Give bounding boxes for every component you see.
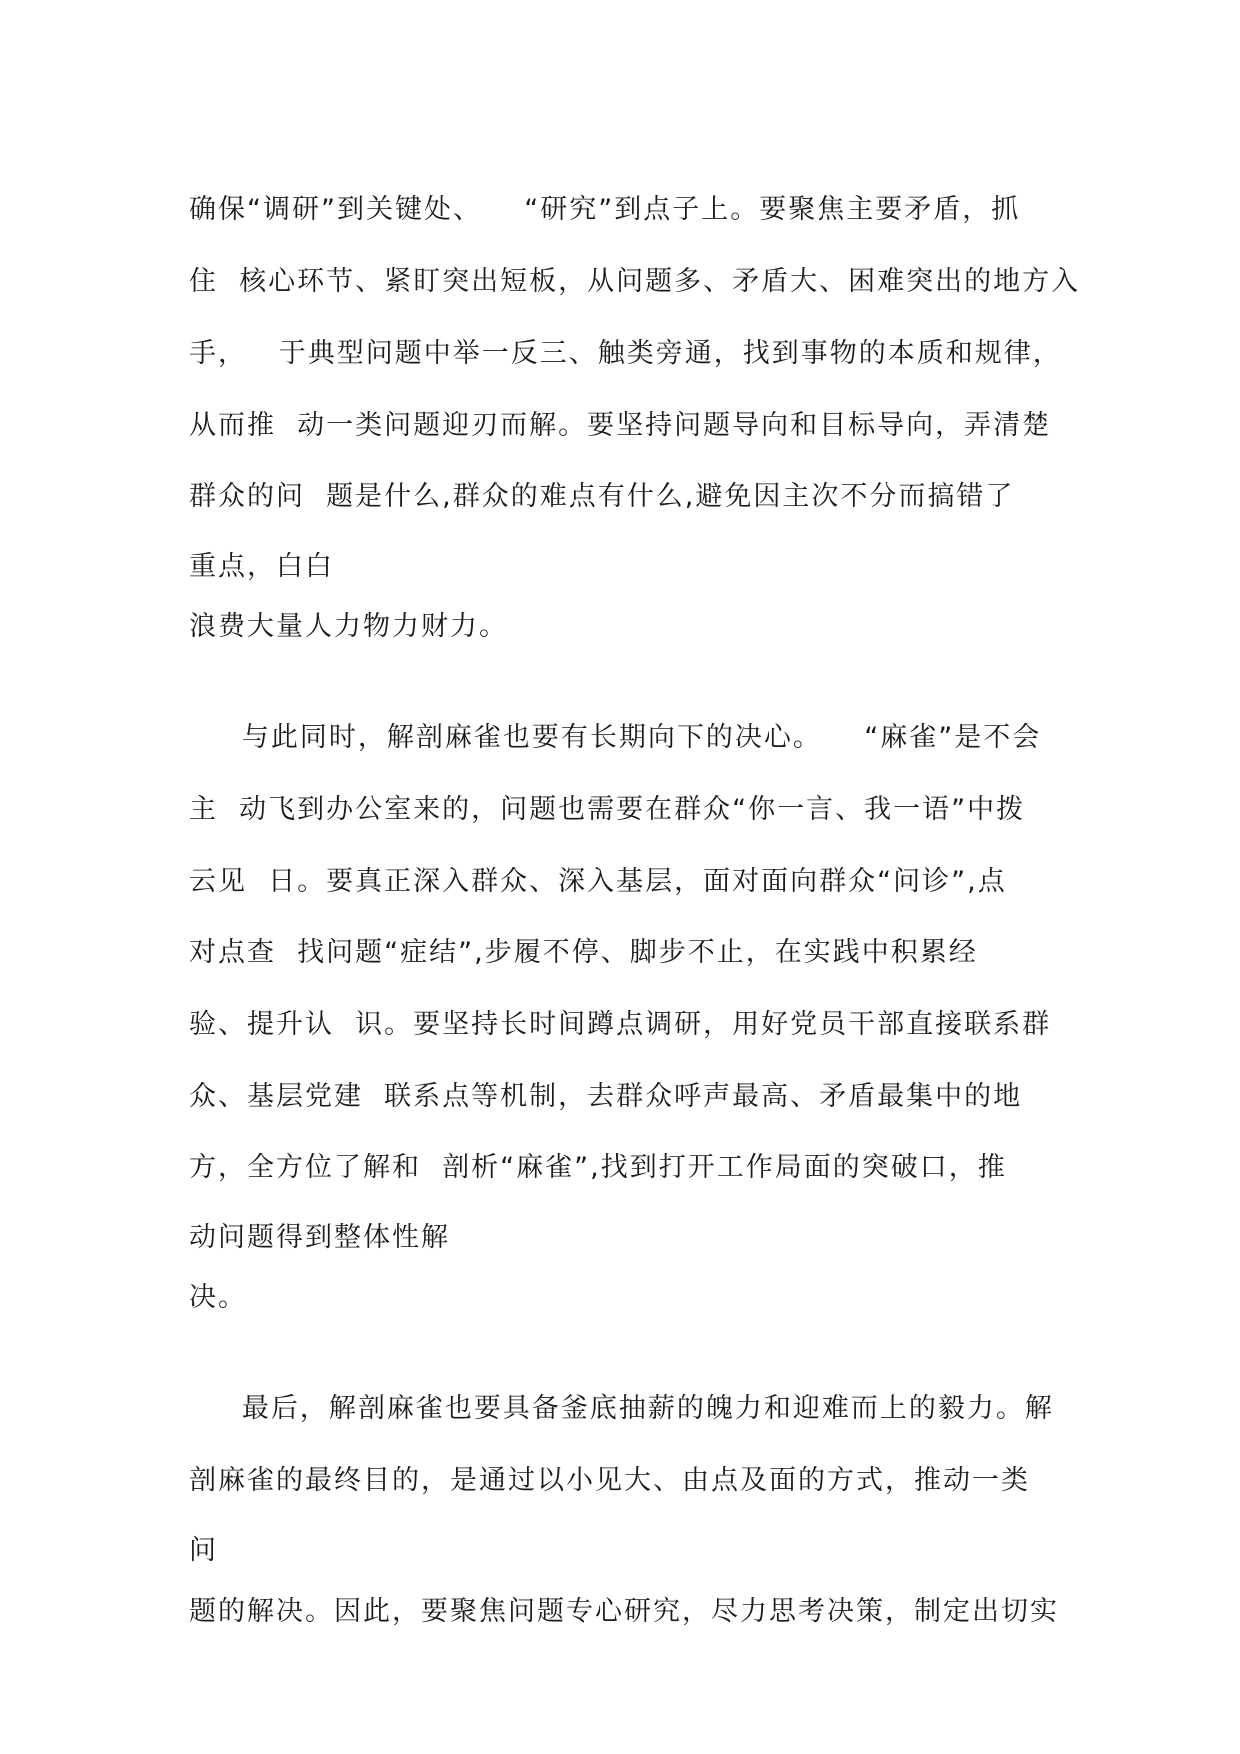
text-line: 浪费大量人力物力财力。 bbox=[189, 611, 508, 642]
text-line: 对点查 找问题“症结”,步履不停、脚步不止，在实践中积累经 bbox=[189, 937, 978, 968]
text-line: 方，全方位了解和 剖析“麻雀”,找到打开工作局面的突破口，推 bbox=[189, 1152, 1007, 1183]
text-line: 重点，白白 bbox=[189, 551, 334, 582]
text-line: 从而推 动一类问题迎刃而解。要坚持问题导向和目标导向，弄清楚 bbox=[189, 410, 1052, 441]
text-line: 剖麻雀的最终目的，是通过以小见大、由点及面的方式，推动一类 bbox=[189, 1465, 1030, 1496]
text-line: 验、提升认 识。要坚持长时间蹲点调研，用好党员干部直接联系群 bbox=[189, 1009, 1052, 1040]
text-line: 确保“调研”到关键处、 “研究”到点子上。要聚焦主要矛盾，抓 bbox=[189, 194, 1021, 225]
text-line: 主 动飞到办公室来的，问题也需要在群众“你一言、我一语”中拨 bbox=[189, 794, 1026, 825]
text-line: 住 核心环节、紧盯突出短板，从问题多、矛盾大、困难突出的地方入 bbox=[189, 266, 1081, 297]
text-line: 决。 bbox=[189, 1282, 247, 1313]
text-line: 手， 于典型问题中举一反三、触类旁通，找到事物的本质和规律， bbox=[189, 338, 1062, 369]
text-line: 最后，解剖麻雀也要具备釜底抽薪的魄力和迎难而上的毅力。解 bbox=[189, 1393, 1054, 1424]
text-line: 动问题得到整体性解 bbox=[189, 1222, 450, 1253]
text-line: 云见 日。要真正深入群众、深入基层，面对面向群众“问诊”,点 bbox=[189, 866, 1007, 897]
text-line: 题的解决。因此，要聚焦问题专心研究，尽力思考决策，制定出切实 bbox=[189, 1596, 1059, 1627]
text-line: 众、基层党建 联系点等机制，去群众呼声最高、矛盾最集中的地 bbox=[189, 1081, 1023, 1112]
text-line: 与此同时，解剖麻雀也要有长期向下的决心。 “麻雀”是不会 bbox=[189, 722, 1042, 753]
text-line: 群众的问 题是什么,群众的难点有什么,避免因主次不分而搞错了 bbox=[189, 481, 1015, 512]
text-line: 问 bbox=[189, 1535, 218, 1566]
